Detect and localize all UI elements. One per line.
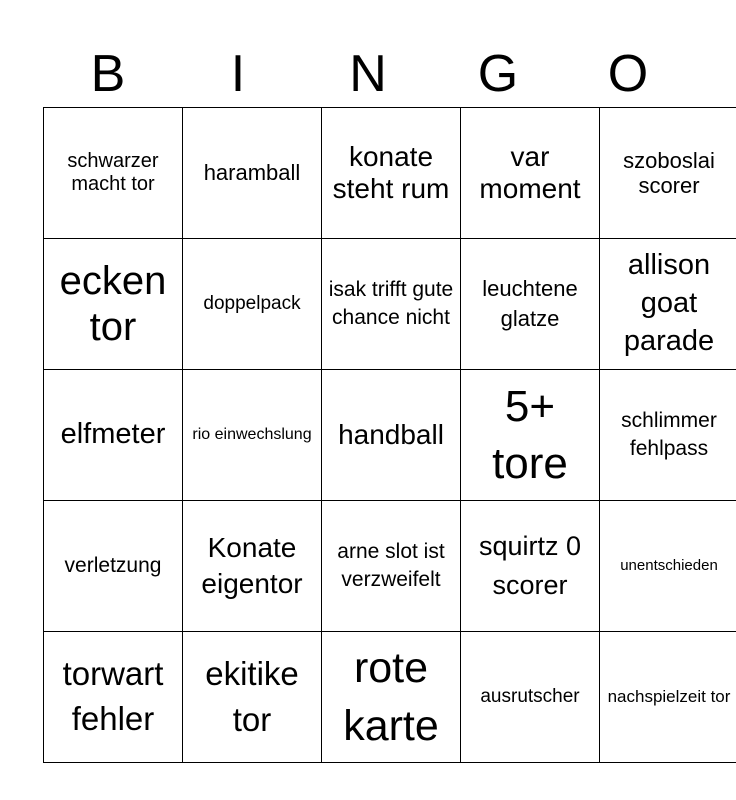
bingo-cell[interactable]: ausrutscher: [461, 632, 600, 763]
bingo-cell[interactable]: handball: [322, 370, 461, 501]
bingo-row: [44, 501, 736, 632]
bingo-cell[interactable]: verletzung: [44, 501, 183, 632]
bingo-header: [43, 40, 693, 108]
bingo-cell[interactable]: 5+ tore: [461, 370, 600, 501]
bingo-cell[interactable]: ekitike tor: [183, 632, 322, 763]
bingo-grid: [43, 107, 736, 763]
bingo-cell[interactable]: doppelpack: [183, 239, 322, 370]
header-letter-g: G: [477, 45, 519, 103]
bingo-cell[interactable]: Konate eigentor: [183, 501, 322, 632]
header-letter-n: N: [349, 45, 387, 103]
bingo-cell[interactable]: rio einwechslung: [183, 370, 322, 501]
bingo-cell[interactable]: arne slot ist verzweifelt: [322, 501, 461, 632]
bingo-cell[interactable]: squirtz 0 scorer: [461, 501, 600, 632]
bingo-cell[interactable]: schwarzer macht tor: [44, 108, 183, 239]
bingo-row: [44, 239, 736, 370]
bingo-row: [44, 370, 736, 501]
bingo-cell[interactable]: torwart fehler: [44, 632, 183, 763]
header-letter-b: B: [90, 45, 126, 103]
header-letter-i: I: [230, 45, 246, 103]
bingo-cell[interactable]: elfmeter: [44, 370, 183, 501]
bingo-cell[interactable]: unentschieden: [600, 501, 736, 632]
bingo-cell[interactable]: nachspielzeit tor: [600, 632, 736, 763]
bingo-cell[interactable]: isak trifft gute chance nicht: [322, 239, 461, 370]
bingo-row: [44, 108, 736, 239]
bingo-row: [44, 632, 736, 763]
bingo-cell[interactable]: szoboslai scorer: [600, 108, 736, 239]
bingo-cell[interactable]: var moment: [461, 108, 600, 239]
bingo-cell[interactable]: leuchtene glatze: [461, 239, 600, 370]
bingo-cell[interactable]: schlimmer fehlpass: [600, 370, 736, 501]
bingo-cell[interactable]: allison goat parade: [600, 239, 736, 370]
bingo-cell[interactable]: konate steht rum: [322, 108, 461, 239]
header-letter-o: O: [607, 45, 649, 103]
bingo-cell[interactable]: rote karte: [322, 632, 461, 763]
bingo-cell[interactable]: haramball: [183, 108, 322, 239]
bingo-cell[interactable]: ecken tor: [44, 239, 183, 370]
